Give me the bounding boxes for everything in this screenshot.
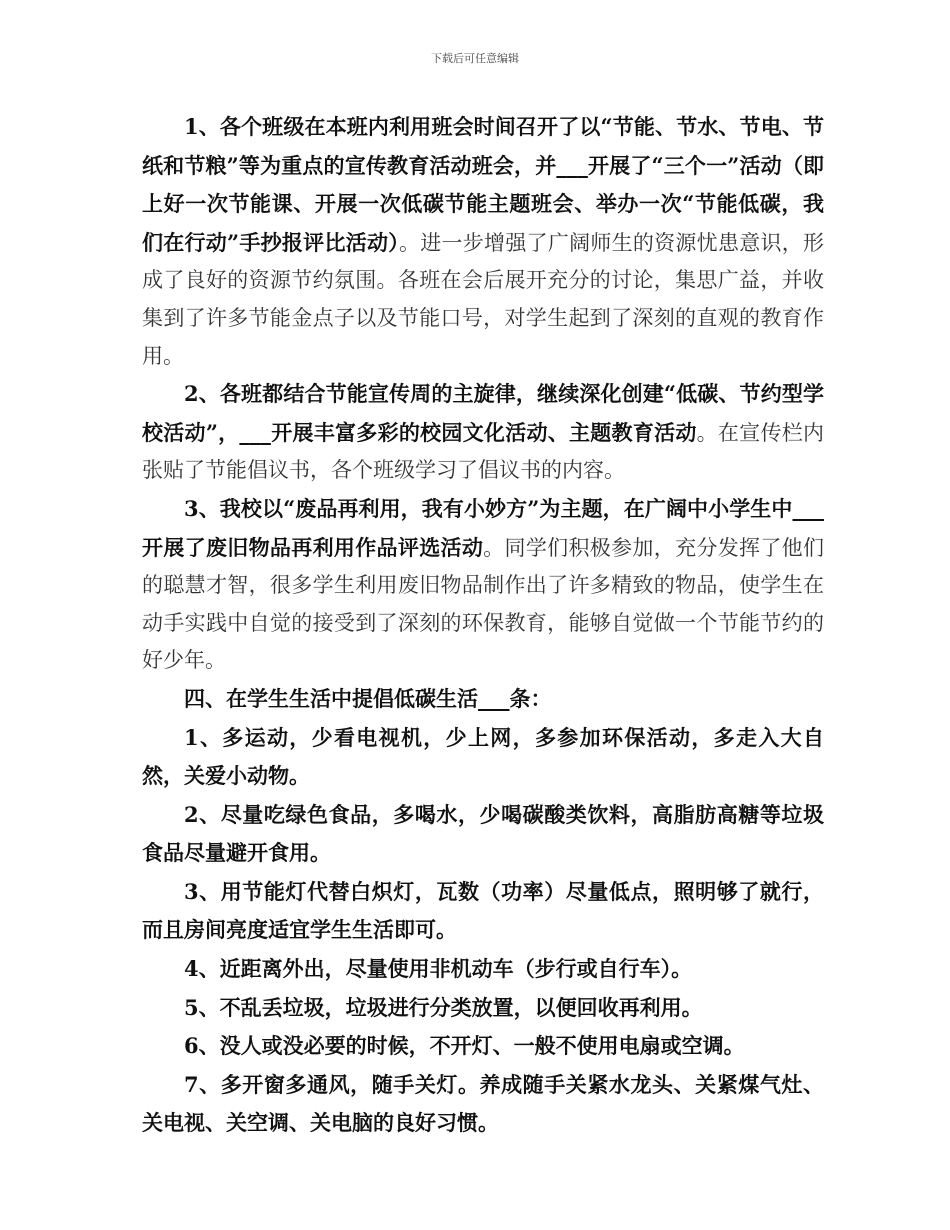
paragraph-3 (142, 490, 824, 680)
list-item-6 (142, 1027, 824, 1066)
document-body (142, 108, 824, 1143)
paragraph-normal-text: 。进一步增强了广阔师生的资源忧患意识，形成了良好的资源节约氛围。各班在会后展开充分的讨论，集思广益，并收集到了许多节能金点子以及节能口号，对学生起到了深刻的直观的教育作用。 (142, 230, 824, 368)
paragraph-normal-text: 。在宣传栏内张贴了节能倡议书，各个班级学习了倡议书的内容。 (142, 420, 824, 483)
list-item-text: 1、多运动，少看电视机，少上网，多参加环保活动，多走入大自然，关爱小动物。 (142, 724, 824, 789)
paragraph-2 (142, 375, 824, 490)
list-item-text: 5、不乱丢垃圾，垃圾进行分类放置，以便回收再利用。 (184, 994, 703, 1020)
section-heading-4 (142, 680, 824, 719)
list-item-4 (142, 950, 824, 989)
list-item-text: 6、没人或没必要的时候，不开灯、一般不使用电扇或空调。 (184, 1033, 745, 1059)
list-item-text: 2、尽量吃绿色食品，多喝水，少喝碳酸类饮料，高脂肪高糖等垃圾食品尽量避开食用。 (142, 801, 824, 866)
list-item-3 (142, 873, 824, 950)
list-item-text: 4、近距离外出，尽量使用非机动车（步行或自行车）。 (184, 956, 693, 982)
list-item-7 (142, 1066, 824, 1143)
section-heading-text: 四、在学生生活中提倡低碳生活___条： (184, 685, 552, 711)
paragraph-bold-text: 1、各个班级在本班内利用班会时间召开了以“节能、节水、节电、节纸和节粮”等为重点的宣传教育活动班会，并___开展了“三个一”活动（即上好一次节能课、开展一次低碳节能主题班会、举办一次“节能低碳，我们在行动”手抄报评比活动） (142, 114, 824, 255)
paragraph-bold-text: 3、我校以“废品再利用，我有小妙方”为主题，在广阔中小学生中___开展了废旧物品再利用作品评选活动 (142, 495, 824, 560)
page-header: 下载后可任意编辑 (431, 52, 519, 65)
list-item-text: 3、用节能灯代替白炽灯，瓦数（功率）尽量低点，照明够了就行，而且房间亮度适宜学生生活即可。 (142, 878, 824, 943)
list-item-5 (142, 989, 824, 1028)
list-item-2 (142, 796, 824, 873)
paragraph-bold-text: 2、各班都结合节能宣传周的主旋律，继续深化创建“低碳、节约型学校活动”，___开展丰富多彩的校园文化活动、主题教育活动 (142, 381, 824, 445)
paragraph-1 (142, 108, 824, 375)
paragraph-normal-text: 。同学们积极参加，充分发挥了他们的聪慧才智，很多学生利用废旧物品制作出了许多精致的物品，使学生在动手实践中自觉的接受到了深刻的环保教育，能够自觉做一个节能节约的好少年。 (142, 535, 825, 673)
list-item-1 (142, 719, 824, 796)
list-item-text: 7、多开窗多通风，随手关灯。养成随手关紧水龙头、关紧煤气灶、关电视、关空调、关电脑的良好习惯。 (142, 1071, 824, 1136)
